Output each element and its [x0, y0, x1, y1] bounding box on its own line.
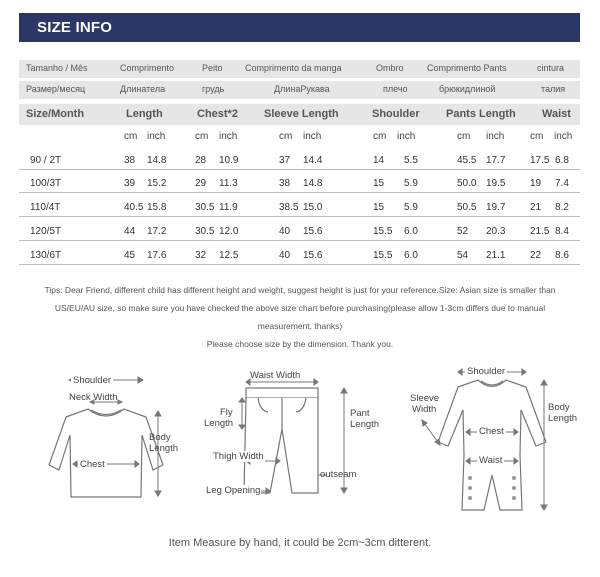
- body-length-label: Length: [548, 413, 578, 424]
- cell-value: 17.6: [147, 250, 167, 261]
- cell-value: 15.2: [147, 178, 167, 189]
- cell-value: 19.7: [486, 202, 506, 213]
- col-chest: Chest*2: [197, 108, 238, 120]
- pt-length-label: Comprimento: [120, 63, 175, 73]
- cell-value: 30.5: [195, 226, 215, 237]
- unit-inch: inch: [303, 131, 322, 142]
- cell-value: 45: [124, 250, 136, 261]
- pt-pants-label: Comprimento Pants: [427, 63, 507, 73]
- body-length-label: Length: [149, 443, 179, 454]
- table-row: [19, 197, 580, 217]
- unit-cm: cm: [373, 131, 387, 142]
- cell-value: 17.5: [530, 155, 550, 166]
- cell-size: 120/5T: [30, 226, 62, 237]
- sleeve-width-label: Sleeve: [410, 393, 440, 404]
- unit-inch: inch: [219, 131, 238, 142]
- pant-length-label: Length: [350, 419, 380, 430]
- cell-value: 14: [373, 155, 385, 166]
- ru-size-label: Размер/месяц: [26, 84, 86, 94]
- cell-value: 8.2: [555, 202, 569, 213]
- thigh-width-label: Thigh Width: [213, 451, 264, 462]
- title-bar: [19, 13, 580, 42]
- waist-label: Waist: [479, 455, 503, 466]
- cell-value: 38.5: [279, 202, 299, 213]
- ru-sleeve-label: ДлинаРукава: [274, 84, 330, 94]
- shirt-diagram: [20, 365, 190, 515]
- cell-value: 6.0: [404, 250, 418, 261]
- cell-value: 15.6: [303, 250, 323, 261]
- body-length-label: Body: [548, 402, 570, 413]
- tips-line: measurement, thanks): [257, 321, 343, 331]
- cell-value: 22: [530, 250, 542, 261]
- fly-length-label: Fly: [220, 407, 233, 418]
- pt-size-label: Tamanho / Mês: [26, 63, 88, 73]
- cell-size: 100/3T: [30, 178, 62, 189]
- sleeve-width-label: Width: [412, 404, 437, 415]
- cell-value: 5.9: [404, 178, 418, 189]
- cell-value: 15.5: [373, 226, 393, 237]
- cell-value: 17.7: [486, 155, 506, 166]
- cell-value: 52: [457, 226, 469, 237]
- cell-value: 5.9: [404, 202, 418, 213]
- cell-value: 15: [373, 178, 385, 189]
- romper-outline-icon: [400, 360, 585, 525]
- tips-line: Please choose size by the dimension. Thank you.: [206, 339, 394, 349]
- ru-length-label: Длинатела: [120, 84, 166, 94]
- neck-width-label: Neck Width: [69, 392, 118, 403]
- chest-label: Chest: [80, 459, 105, 470]
- unit-cm: cm: [124, 131, 138, 142]
- cell-value: 39: [124, 178, 136, 189]
- table-row: [19, 245, 580, 265]
- cell-value: 12.0: [219, 226, 239, 237]
- unit-inch: inch: [486, 131, 505, 142]
- unit-cm: cm: [530, 131, 544, 142]
- col-shoulder: Shoulder: [372, 108, 420, 120]
- cell-value: 40: [279, 226, 291, 237]
- unit-cm: cm: [195, 131, 209, 142]
- cell-size: 130/6T: [30, 250, 62, 261]
- cell-value: 11.9: [219, 202, 238, 213]
- leg-opening-label: Leg Opening: [206, 485, 261, 496]
- cell-value: 21: [530, 202, 542, 213]
- portuguese-header-row: [19, 60, 580, 78]
- ru-chest-label: грудь: [202, 84, 225, 94]
- ru-shoulder-label: плечо: [383, 84, 408, 94]
- cell-value: 14.8: [303, 178, 323, 189]
- ru-pants-label: брюкидлиной: [439, 84, 496, 94]
- size-tips: [30, 281, 570, 353]
- cell-value: 15.5: [373, 250, 393, 261]
- cell-value: 14.8: [147, 155, 167, 166]
- shoulder-label: Shoulder: [73, 375, 112, 386]
- table-row: [19, 173, 580, 193]
- tips-line: US/EU/AU size, so make sure you have checked the above size chart before purchasing(please allow 1-3cm differs due to manual: [54, 303, 546, 313]
- outseam-label: outseam: [320, 469, 357, 480]
- fly-length-label: Length: [204, 418, 234, 429]
- cell-value: 50.5: [457, 202, 477, 213]
- col-size: Size/Month: [26, 108, 85, 120]
- cell-value: 8.4: [555, 226, 569, 237]
- cell-value: 44: [124, 226, 136, 237]
- unit-inch: inch: [397, 131, 416, 142]
- cell-value: 29: [195, 178, 207, 189]
- cell-value: 6.0: [404, 226, 418, 237]
- cell-value: 19.5: [486, 178, 506, 189]
- pt-shoulder-label: Ombro: [376, 63, 404, 73]
- pt-sleeve-label: Comprimento da manga: [245, 63, 342, 73]
- unit-cm: cm: [457, 131, 471, 142]
- col-pants: Pants Length: [446, 108, 516, 120]
- cell-value: 20.3: [486, 226, 506, 237]
- cell-value: 45.5: [457, 155, 477, 166]
- page-title: SIZE INFO: [37, 19, 113, 36]
- romper-diagram: [400, 360, 585, 525]
- cell-value: 17.2: [147, 226, 167, 237]
- cell-value: 28: [195, 155, 207, 166]
- unit-cm: cm: [279, 131, 293, 142]
- cell-value: 32: [195, 250, 207, 261]
- cell-value: 40: [279, 250, 291, 261]
- body-length-label: Body: [149, 432, 171, 443]
- russian-header-row: [19, 81, 580, 99]
- cell-value: 15: [373, 202, 385, 213]
- cell-value: 7.4: [555, 178, 569, 189]
- cell-value: 37: [279, 155, 291, 166]
- size-table-header: [19, 104, 580, 125]
- cell-value: 21.5: [530, 226, 550, 237]
- table-row: [19, 221, 580, 241]
- ru-waist-label: талия: [541, 84, 566, 94]
- cell-value: 15.0: [303, 202, 323, 213]
- col-waist: Waist: [542, 108, 571, 120]
- cell-value: 12.5: [219, 250, 239, 261]
- shoulder-label: Shoulder: [467, 366, 506, 377]
- cell-value: 6.8: [555, 155, 569, 166]
- tips-line: Tips: Dear Friend, different child has different height and weight, suggest height is just for your reference.Size: Asian size is smaller than: [44, 285, 556, 295]
- cell-size: 90 / 2T: [30, 155, 62, 166]
- cell-value: 38: [279, 178, 291, 189]
- cell-value: 8.6: [555, 250, 569, 261]
- waist-width-label: Waist Width: [250, 370, 301, 381]
- table-row: [19, 150, 580, 170]
- cell-value: 40.5: [124, 202, 144, 213]
- col-sleeve: Sleeve Length: [264, 108, 339, 120]
- cell-value: 19: [530, 178, 542, 189]
- pant-length-label: Pant: [350, 408, 370, 419]
- pt-chest-label: Peito: [202, 63, 223, 73]
- pt-waist-label: cintura: [537, 63, 565, 73]
- cell-value: 15.6: [303, 226, 323, 237]
- unit-inch: inch: [554, 131, 573, 142]
- cell-value: 10.9: [219, 155, 239, 166]
- cell-value: 21.1: [486, 250, 506, 261]
- cell-value: 15.8: [147, 202, 167, 213]
- measurement-note: Item Measure by hand, it could be 2cm~3cm ditterent.: [168, 537, 432, 549]
- cell-value: 54: [457, 250, 469, 261]
- cell-value: 30.5: [195, 202, 215, 213]
- cell-value: 14.4: [303, 155, 323, 166]
- cell-value: 5.5: [404, 155, 418, 166]
- cell-value: 38: [124, 155, 136, 166]
- cell-value: 11.3: [219, 178, 238, 189]
- unit-inch: inch: [147, 131, 166, 142]
- chest-label: Chest: [479, 426, 504, 437]
- cell-size: 110/4T: [30, 202, 61, 213]
- cell-value: 50.0: [457, 178, 477, 189]
- pants-diagram: [198, 365, 388, 515]
- col-length: Length: [126, 108, 163, 120]
